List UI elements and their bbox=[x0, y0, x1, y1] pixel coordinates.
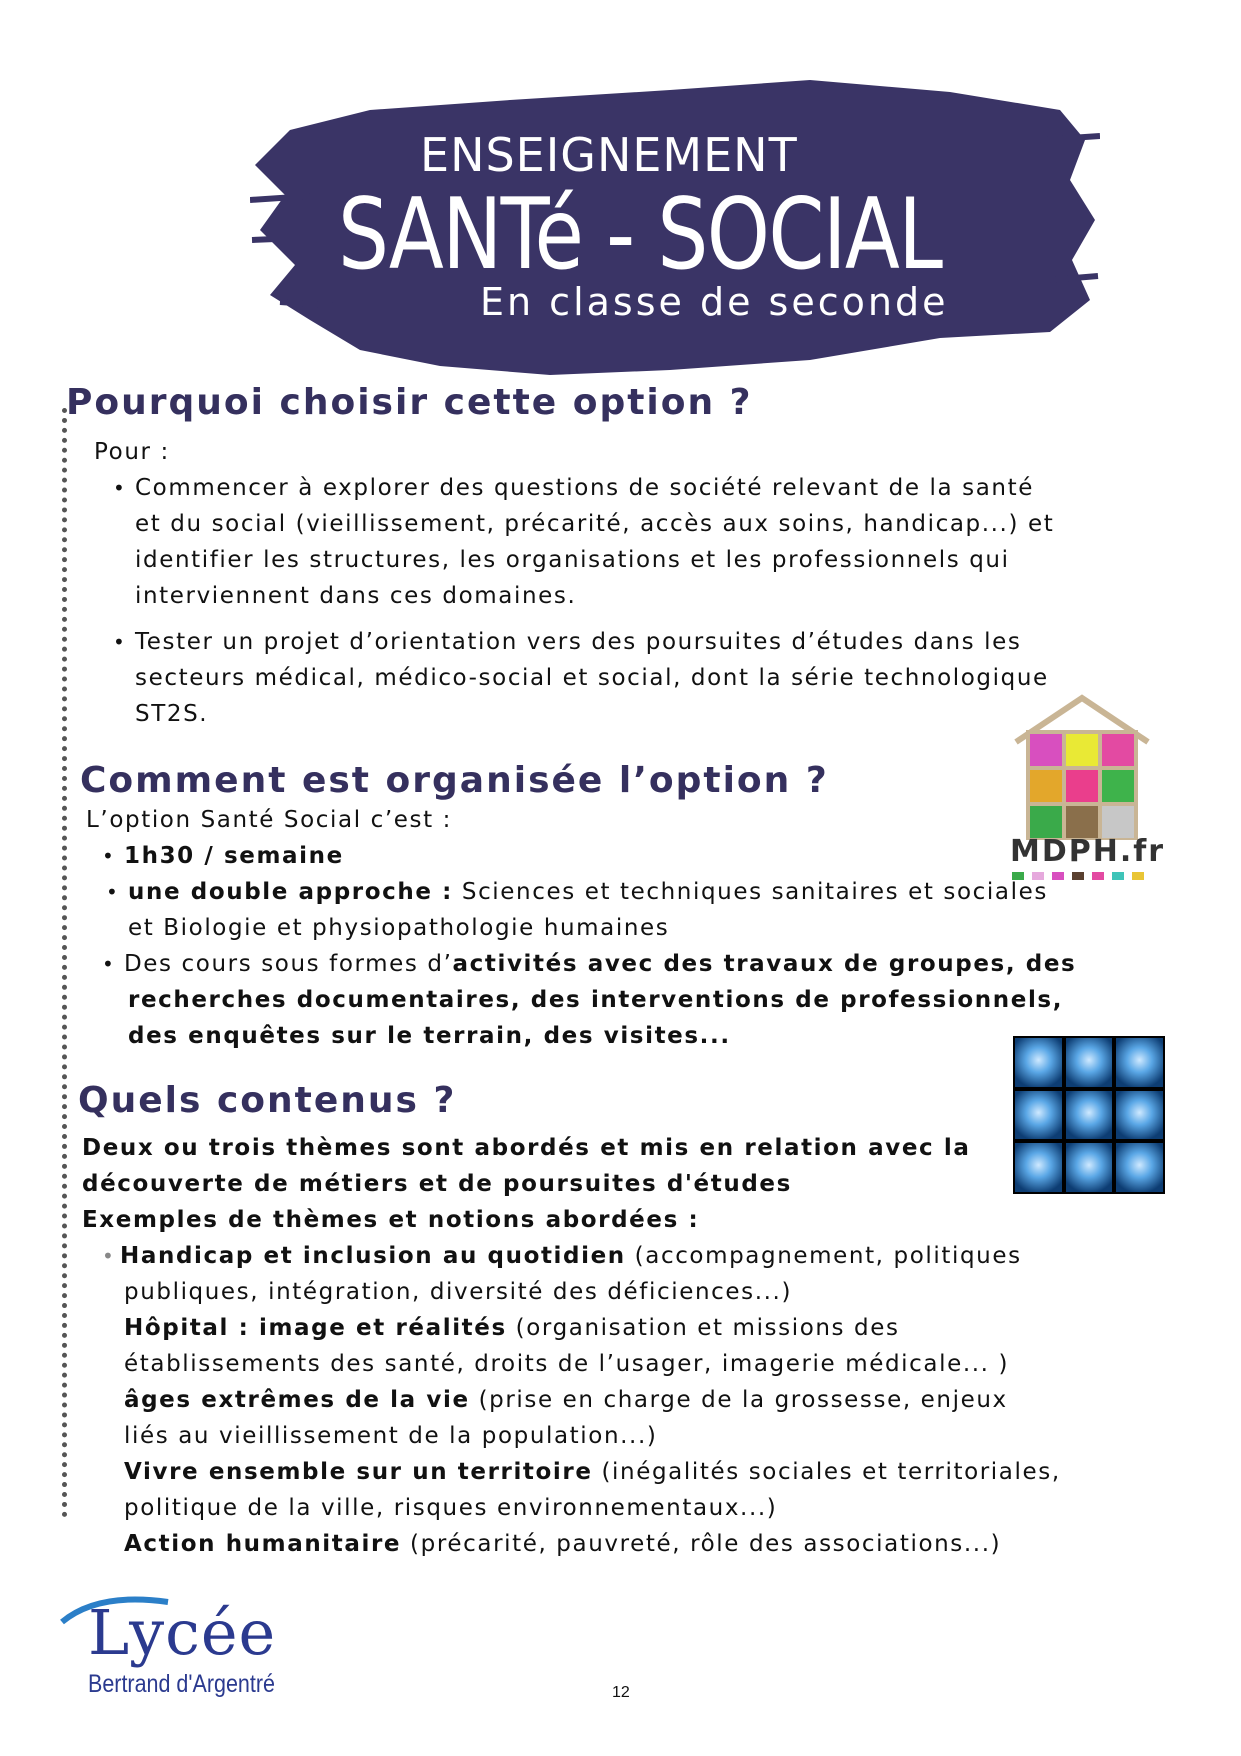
logo-word: Lycée bbox=[88, 1596, 277, 1669]
banner-line-1: ENSEIGNEMENT bbox=[420, 128, 798, 182]
page-number: 12 bbox=[612, 1684, 630, 1701]
xray-image-grid bbox=[1013, 1036, 1165, 1194]
lycee-logo bbox=[58, 1588, 298, 1698]
why-bullet-2: • Tester un projet d’orientation vers des poursuites d’études dans les secteurs médical, médico-social et social, dont la série technologique ST2S. bbox=[135, 624, 1049, 732]
how-bullet-1: • 1h30 / semaine bbox=[124, 838, 344, 874]
xray-tile bbox=[1066, 1038, 1113, 1087]
xray-tile bbox=[1066, 1091, 1113, 1140]
section-heading-why: Pourquoi choisir cette option ? bbox=[66, 382, 753, 423]
bullet-dot-icon: • bbox=[102, 952, 116, 976]
section-heading-what: Quels contenus ? bbox=[78, 1080, 457, 1121]
dotted-margin-line bbox=[62, 408, 67, 1518]
how-bullet-3: • Des cours sous formes d’activités avec des travaux de groupes, des recherches documentaires, des interventions de professionnels, des enquêtes sur le terrain, des visites... bbox=[124, 946, 1076, 1054]
why-bullet-1: • Commencer à explorer des questions de société relevant de la santé et du social (vieillissement, précarité, accès aux soins, handicap...) et identifier les structures, les organisations et les professionnels qui interviennent dans ces domaines. bbox=[135, 470, 1054, 614]
bullet-dot-icon: • bbox=[113, 630, 127, 654]
xray-tile bbox=[1066, 1143, 1113, 1192]
xray-tile bbox=[1015, 1038, 1062, 1087]
what-para-line-2: découverte de métiers et de poursuites d'études bbox=[82, 1171, 792, 1197]
bullet-dot-icon: • bbox=[113, 476, 127, 500]
why-intro: Pour : bbox=[94, 439, 170, 465]
mdph-label: MDPH.fr bbox=[1010, 834, 1166, 869]
title-banner bbox=[250, 70, 1100, 390]
banner-line-2: SANTé - SOCIAL bbox=[338, 178, 942, 292]
how-intro: L’option Santé Social c’est : bbox=[86, 807, 452, 833]
banner-line-3: En classe de seconde bbox=[480, 280, 949, 324]
bullet-dot-icon: • bbox=[102, 1244, 116, 1268]
bullet-dot-icon: • bbox=[102, 844, 116, 868]
mdph-logo bbox=[1004, 690, 1166, 880]
xray-tile bbox=[1116, 1038, 1163, 1087]
what-para-line-1: Deux ou trois thèmes sont abordés et mis en relation avec la bbox=[82, 1135, 971, 1161]
xray-tile bbox=[1116, 1143, 1163, 1192]
theme-list: • Handicap et inclusion au quotidien (accompagnement, politiques publiques, intégration, diversité des déficiences...) Hôpital : image et réalités (organisation et missions des établissements des santé, droits de l’usager, imagerie médicale... ) âges extrêmes de la vie (prise en charge de la grossesse, enjeux liés au vieillissement de la population...) Vivre ensemble sur un territoire (inégalités sociales et territoriales, politique de la ville, risques environnementaux...) Action humanitaire (précarité, pauvreté, rôle des associations...) bbox=[120, 1238, 1061, 1562]
xray-tile bbox=[1116, 1091, 1163, 1140]
logo-subtitle: Bertrand d'Argentré bbox=[88, 1670, 275, 1698]
how-bullet-2: • une double approche : Sciences et techniques sanitaires et sociales et Biologie et physiopathologie humaines bbox=[128, 874, 1048, 946]
section-heading-how: Comment est organisée l’option ? bbox=[80, 760, 829, 801]
what-examples-label: Exemples de thèmes et notions abordées : bbox=[82, 1207, 700, 1233]
bullet-dot-icon: • bbox=[106, 880, 120, 904]
xray-tile bbox=[1015, 1091, 1062, 1140]
xray-tile bbox=[1015, 1143, 1062, 1192]
